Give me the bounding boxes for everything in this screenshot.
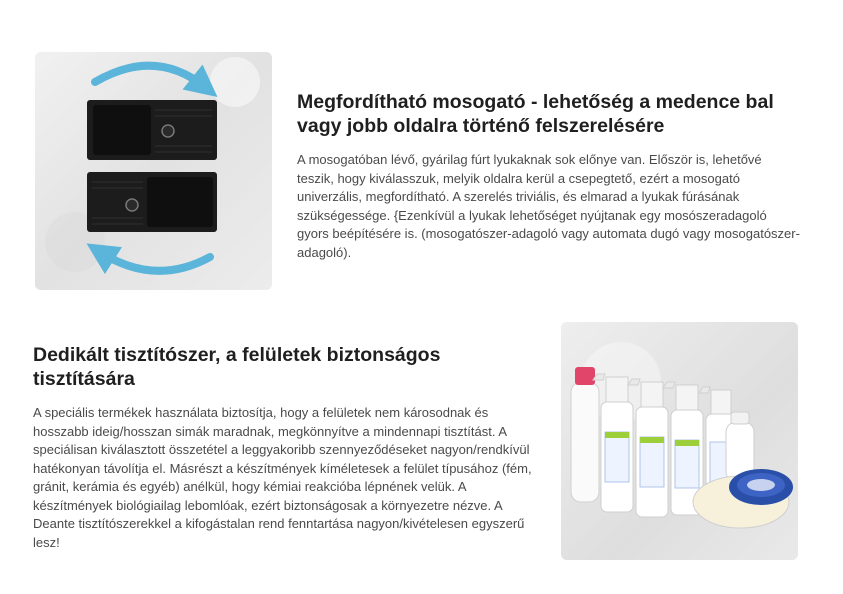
reversible-sink-image [35,52,272,290]
section-text-reversible-sink: A mosogatóban lévő, gyárilag fúrt lyukaknak sok előnye van. Először is, lehetővé teszik, hogy kiválasszuk, melyik oldalra kerül a csepegtető, ezért a mosogató univerzális, megfordítható. A szerelés triviális, és elmarad a lyukak fúrásának szükségessége. {Ezenkívül a lyukak lehetőséget nyújtanak egy mosószeradagoló gyors beépítésére is. (mosogatószer-adagoló vagy automata dugó vagy mosogatószer-adagoló). [297,152,800,260]
section-text-cleaning-agent: A speciális termékek használata biztosítja, hogy a felületek nem károsodnak és hosszabb ideig/hosszan simák maradnak, megkönnyítve a mindennapi tisztítást. A speciálisan kiválasztott összetétel a leggyakoribb szennyeződéseket nagyon/rendkívül hatékonyan távolítja el. Másrészt a készítmények kíméletesek a felület típusához (fém, gránit, kerámia és egyéb) anélkül, hogy kémiai reakcióba lépnének velük. A készítmények biológiailag lebomlóak, ezért biztonságosak a környezetre nézve. A Deante tisztítószerekkel a kifogástalan rend fenntartása nagyon/kivételesen egyszerű lesz! [33,405,532,550]
section-title-reversible-sink: Megfordítható mosogató - lehetőség a medence bal vagy jobb oldalra történő felszerelésére [297,91,774,137]
section-title-cleaning-agent: Dedikált tisztítószer, a felületek biztonságos tisztítására [33,344,441,390]
cleaning-products-image [561,322,798,560]
